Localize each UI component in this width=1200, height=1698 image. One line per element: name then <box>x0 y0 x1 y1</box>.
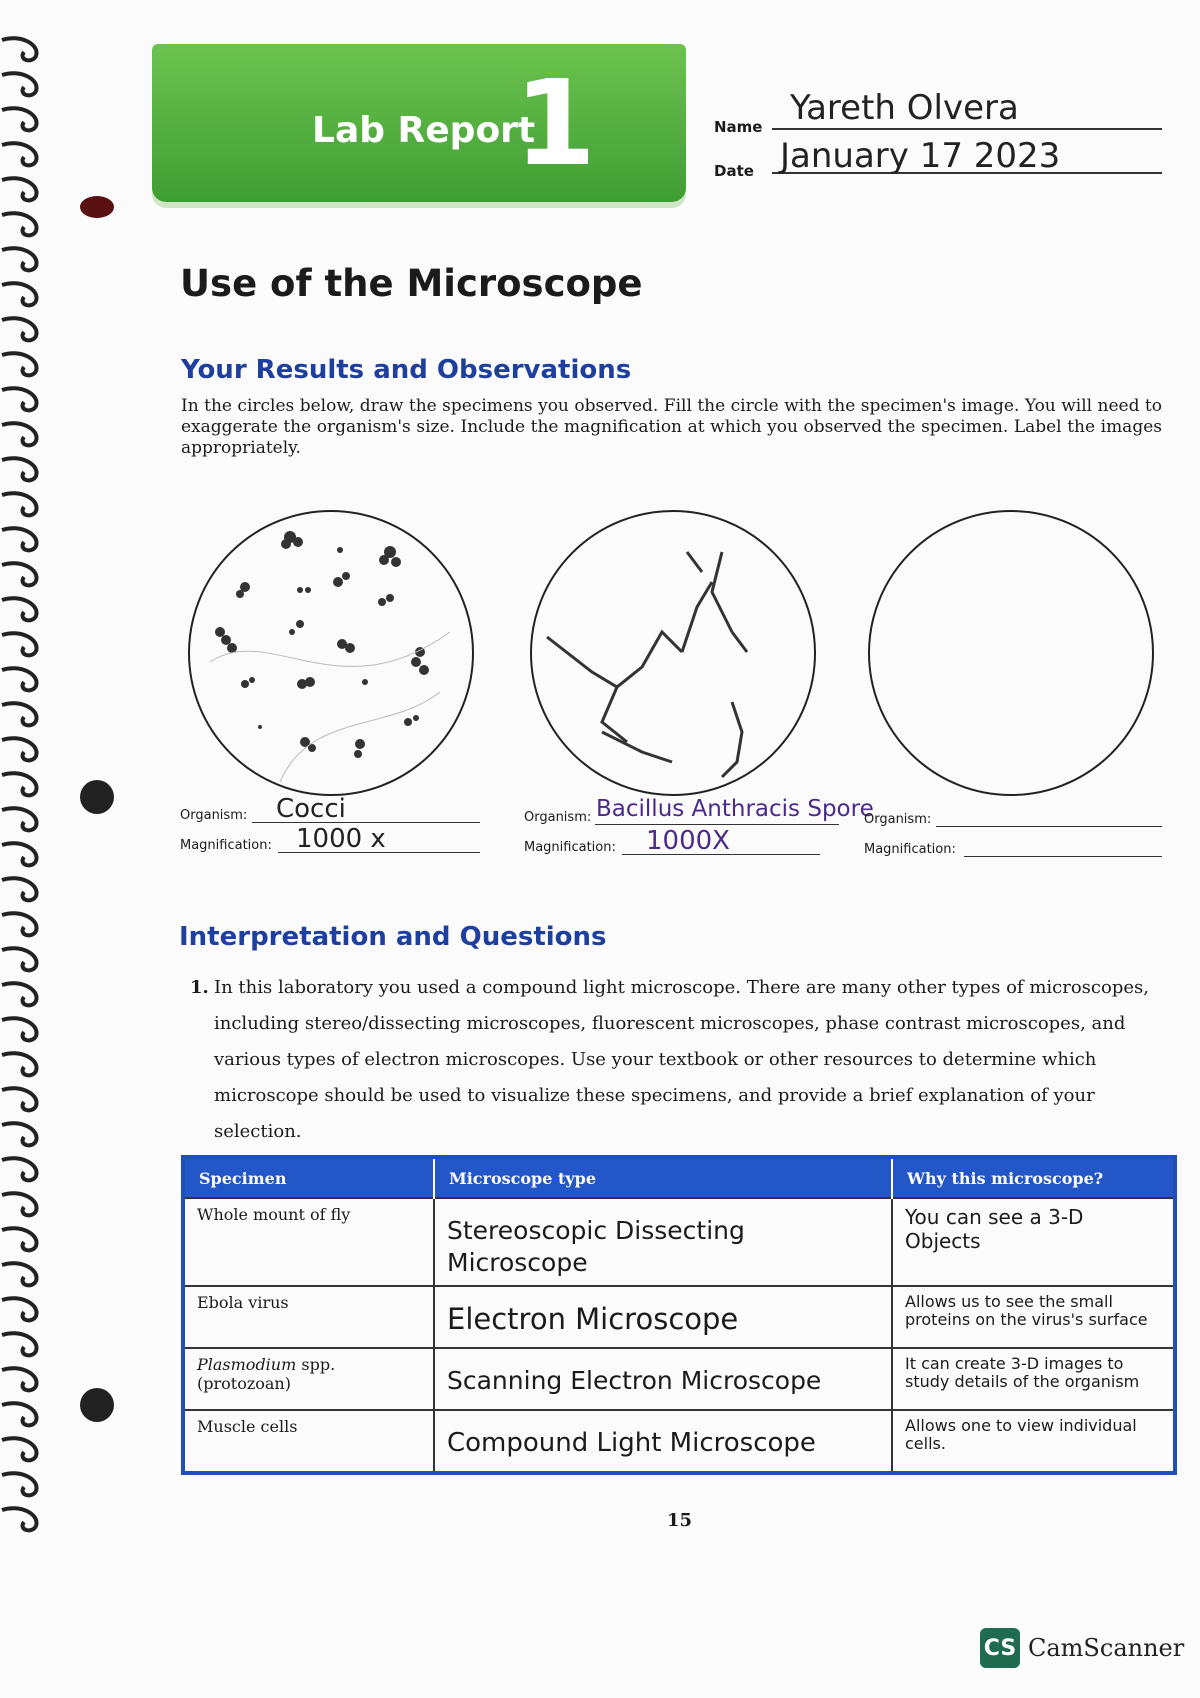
spiral-coil <box>2 843 37 865</box>
table-header-type: Microscope type <box>434 1157 892 1198</box>
why-value: It can create 3-D images to study details of the organism <box>905 1354 1140 1391</box>
spiral-coil <box>2 703 37 725</box>
spiral-coil <box>2 1403 37 1425</box>
spiral-coil <box>2 213 37 235</box>
page-title: Use of the Microscope <box>180 262 643 305</box>
specimen-rest: spp. (protozoan) <box>197 1355 336 1393</box>
spiral-coil <box>2 1473 37 1495</box>
table-header-specimen: Specimen <box>183 1157 434 1198</box>
spiral-coil <box>2 73 37 95</box>
spiral-coil <box>2 528 37 550</box>
spiral-coil <box>2 1438 37 1460</box>
lab-number: 1 <box>514 54 597 192</box>
why-value: You can see a 3-D Objects <box>905 1205 1084 1253</box>
why-cell <box>892 1348 1175 1410</box>
type-value: Compound Light Microscope <box>447 1428 816 1458</box>
spiral-coil <box>2 913 37 935</box>
lab-report-banner <box>152 44 686 202</box>
spiral-coil <box>2 318 37 340</box>
punch-hole <box>80 780 114 814</box>
spiral-coil <box>2 388 37 410</box>
organism-value-2: Bacillus Anthracis Spore <box>596 796 874 822</box>
question-number: 1. <box>190 977 209 998</box>
type-cell <box>434 1198 892 1286</box>
name-label: Name <box>714 118 763 136</box>
magnification-label-3: Magnification: <box>864 842 956 857</box>
spiral-coil <box>2 1158 37 1180</box>
question-1 <box>190 970 1150 1150</box>
punch-hole <box>80 1388 114 1422</box>
type-cell <box>434 1410 892 1473</box>
cocci-drawing <box>190 512 472 794</box>
spiral-coil <box>2 983 37 1005</box>
camscanner-watermark <box>980 1628 1184 1668</box>
specimen-cell: Whole mount of fly <box>183 1198 434 1286</box>
drawing-circle-3 <box>868 510 1154 796</box>
magnification-line-3 <box>964 856 1162 857</box>
spiral-coil <box>2 458 37 480</box>
spiral-coil <box>2 633 37 655</box>
question-text: In this laboratory you used a compound light microscope. There are many other types of microscopes, including stereo/dissecting microscopes, fluorescent microscopes, phase contrast microscopes, and various types of electron microscopes. Use your textbook or other resources to determine which microscope should be used to visualize these specimens, and provide a brief explanation of your selection. <box>214 977 1149 1142</box>
magnification-value-2: 1000X <box>646 826 730 856</box>
spiral-coil <box>2 598 37 620</box>
spiral-coil <box>2 108 37 130</box>
page-number: 15 <box>667 1510 693 1531</box>
spiral-coil <box>2 1123 37 1145</box>
table-row <box>183 1348 1175 1410</box>
spiral-coil <box>2 773 37 795</box>
results-heading: Your Results and Observations <box>181 355 632 385</box>
spiral-coil <box>2 283 37 305</box>
spiral-coil <box>2 563 37 585</box>
spiral-coil <box>2 1263 37 1285</box>
table-row <box>183 1286 1175 1348</box>
magnification-value-1: 1000 x <box>296 824 386 854</box>
why-cell <box>892 1198 1175 1286</box>
spiral-coil <box>2 353 37 375</box>
spiral-coil <box>2 1298 37 1320</box>
spiral-coil <box>2 808 37 830</box>
type-cell <box>434 1348 892 1410</box>
spiral-coil <box>2 423 37 445</box>
punch-hole <box>80 196 114 218</box>
spiral-coil <box>2 38 37 60</box>
why-cell <box>892 1410 1175 1473</box>
specimen-cell <box>183 1348 434 1410</box>
type-value: Scanning Electron Microscope <box>447 1366 822 1395</box>
interpretation-heading: Interpretation and Questions <box>179 922 607 952</box>
organism-label-3: Organism: <box>864 812 932 827</box>
spiral-coil <box>2 1368 37 1390</box>
type-cell <box>434 1286 892 1348</box>
why-cell <box>892 1286 1175 1348</box>
organism-label-1: Organism: <box>180 808 248 823</box>
type-value: Electron Microscope <box>447 1302 739 1336</box>
date-value: January 17 2023 <box>780 136 1061 176</box>
date-label: Date <box>714 162 754 180</box>
spiral-coil <box>2 1193 37 1215</box>
spiral-coil <box>2 143 37 165</box>
specimen-cell: Muscle cells <box>183 1410 434 1473</box>
name-value: Yareth Olvera <box>790 88 1019 128</box>
spiral-coil <box>2 1228 37 1250</box>
spiral-coil <box>2 1333 37 1355</box>
spiral-coil <box>2 948 37 970</box>
camscanner-name: CamScanner <box>1028 1634 1185 1662</box>
magnification-label-2: Magnification: <box>524 840 616 855</box>
table-header-why: Why this microscope? <box>892 1157 1175 1198</box>
spiral-coil <box>2 493 37 515</box>
table-row <box>183 1198 1175 1286</box>
spiral-coil <box>2 1018 37 1040</box>
camscanner-logo-icon: CS <box>980 1628 1020 1668</box>
spiral-coil <box>2 248 37 270</box>
spiral-coil <box>2 1088 37 1110</box>
name-line <box>772 128 1162 130</box>
organism-line-2 <box>595 824 839 825</box>
results-instructions: In the circles below, draw the specimens you observed. Fill the circle with the specimen's image. You will need to exaggerate the organism's size. Include the magnification at which you observed the specimen. Label the images appropriately. <box>181 396 1162 458</box>
spiral-coil <box>2 178 37 200</box>
spiral-binding <box>0 30 48 1550</box>
why-value: Allows one to view individual cells. <box>905 1416 1137 1453</box>
organism-line-3 <box>936 826 1162 827</box>
why-value: Allows us to see the small proteins on the virus's surface <box>905 1292 1148 1329</box>
organism-value-1: Cocci <box>276 794 346 824</box>
magnification-label-1: Magnification: <box>180 838 272 853</box>
spiral-coil <box>2 878 37 900</box>
spiral-coil <box>2 1508 37 1530</box>
microscope-table <box>181 1155 1177 1475</box>
drawing-circle-2 <box>530 510 816 796</box>
specimen-genus: Plasmodium <box>197 1355 297 1374</box>
specimen-cell: Ebola virus <box>183 1286 434 1348</box>
table-row <box>183 1410 1175 1473</box>
spiral-coil <box>2 738 37 760</box>
drawing-circle-1 <box>188 510 474 796</box>
lab-report-label: Lab Report <box>312 110 536 151</box>
type-value: Stereoscopic Dissecting Microscope <box>447 1216 745 1277</box>
organism-label-2: Organism: <box>524 810 592 825</box>
spiral-coil <box>2 668 37 690</box>
bacillus-drawing <box>532 512 814 794</box>
spiral-coil <box>2 1053 37 1075</box>
